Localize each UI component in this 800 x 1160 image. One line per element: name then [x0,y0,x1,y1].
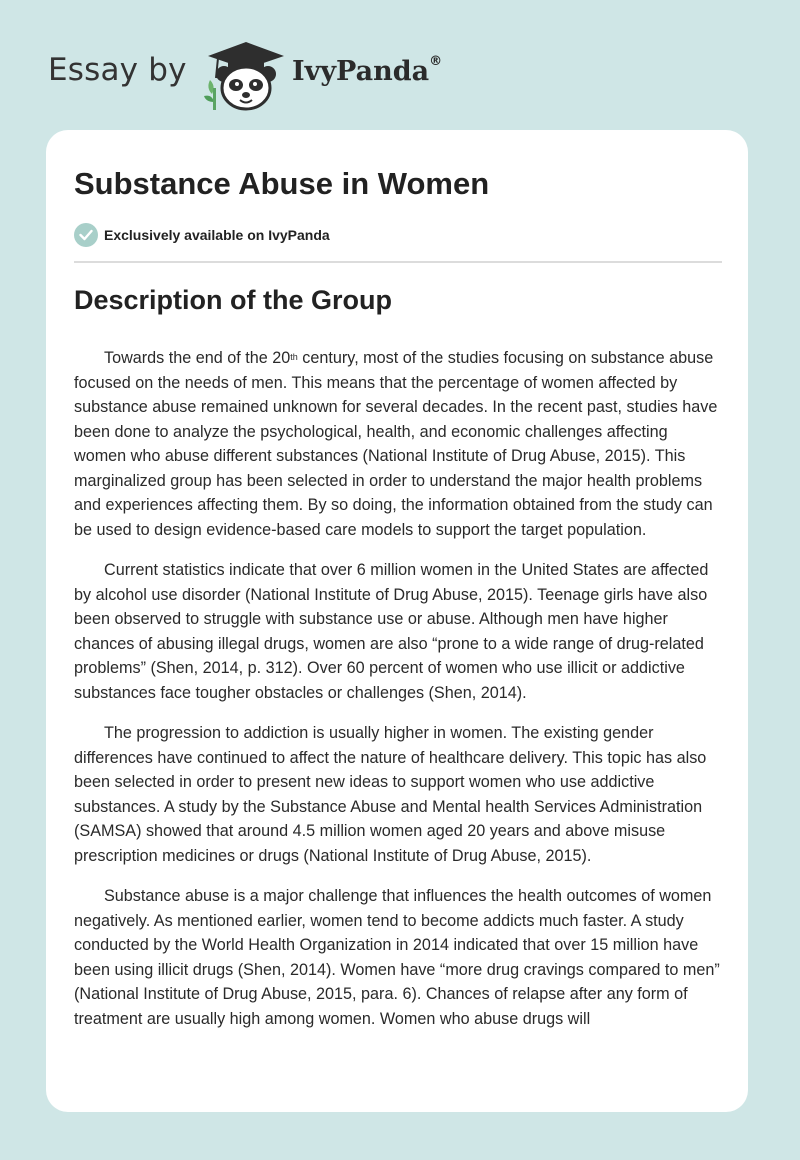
paragraph-3: The progression to addiction is usually higher in women. The existing gender differences have continued to affect the nature of healthcare delivery. This topic has also been selected in order to present new ideas to support women who use addictive substances. A study by the Substance Abuse and Mental health Services Administration (SAMSA) showed that around 4.5 million women aged 20 years and above misuse prescription medicines or drugs (National Institute of Drug Abuse, 2015). [74,724,707,865]
check-circle-icon [74,223,98,247]
paragraph-2: Current statistics indicate that over 6 million women in the United States are affected by alcohol use disorder (National Institute of Drug Abuse, 2015). Teenage girls have also been observed to struggle with substance use or abuse. Although men have higher chances of abusing illegal drugs, women are also “prone to a wide range of drug-related problems” (Shen, 2014, p. 312). Over 60 percent of women who use illicit or addictive substances face tougher obstacles or challenges (Shen, 2014). [74,561,709,702]
site-header [46,36,506,112]
brand-name[interactable]: IvyPanda® [292,54,443,87]
brand-prefix: Essay by [48,52,187,88]
exclusive-badge-label: Exclusively available on IvyPanda [104,227,330,243]
exclusive-badge [74,222,330,248]
panda-logo-icon[interactable] [202,36,286,112]
article-title: Substance Abuse in Women [74,166,490,201]
section-heading: Description of the Group [74,285,393,315]
paragraph-1: Towards the end of the 20th century, most of the studies focusing on substance abuse focused on the needs of men. This means that the percentage of women affected by substance abuse remained unknown for several decades. In the recent past, studies have been done to analyze the psychological, health, and economic challenges affecting women who abuse different substances (National Institute of Drug Abuse, 2015). This marginalized group has been selected in order to understand the major health problems and experiences affecting them. By so doing, the information obtained from the study can be used to design evidence-based care models to support the target population. [74,349,718,539]
article-card [46,130,748,1112]
divider [74,261,722,263]
article-body [74,346,724,1047]
paragraph-4: Substance abuse is a major challenge that influences the health outcomes of women negatively. As mentioned earlier, women tend to become addicts much faster. A study conducted by the World Health Organization in 2014 indicated that over 15 million have been using illicit drugs (Shen, 2014). Women have “more drug cravings compared to men” (National Institute of Drug Abuse, 2015, para. 6). Chances of relapse after any form of treatment are usually high among women. Women who abuse drugs will [74,887,720,1028]
